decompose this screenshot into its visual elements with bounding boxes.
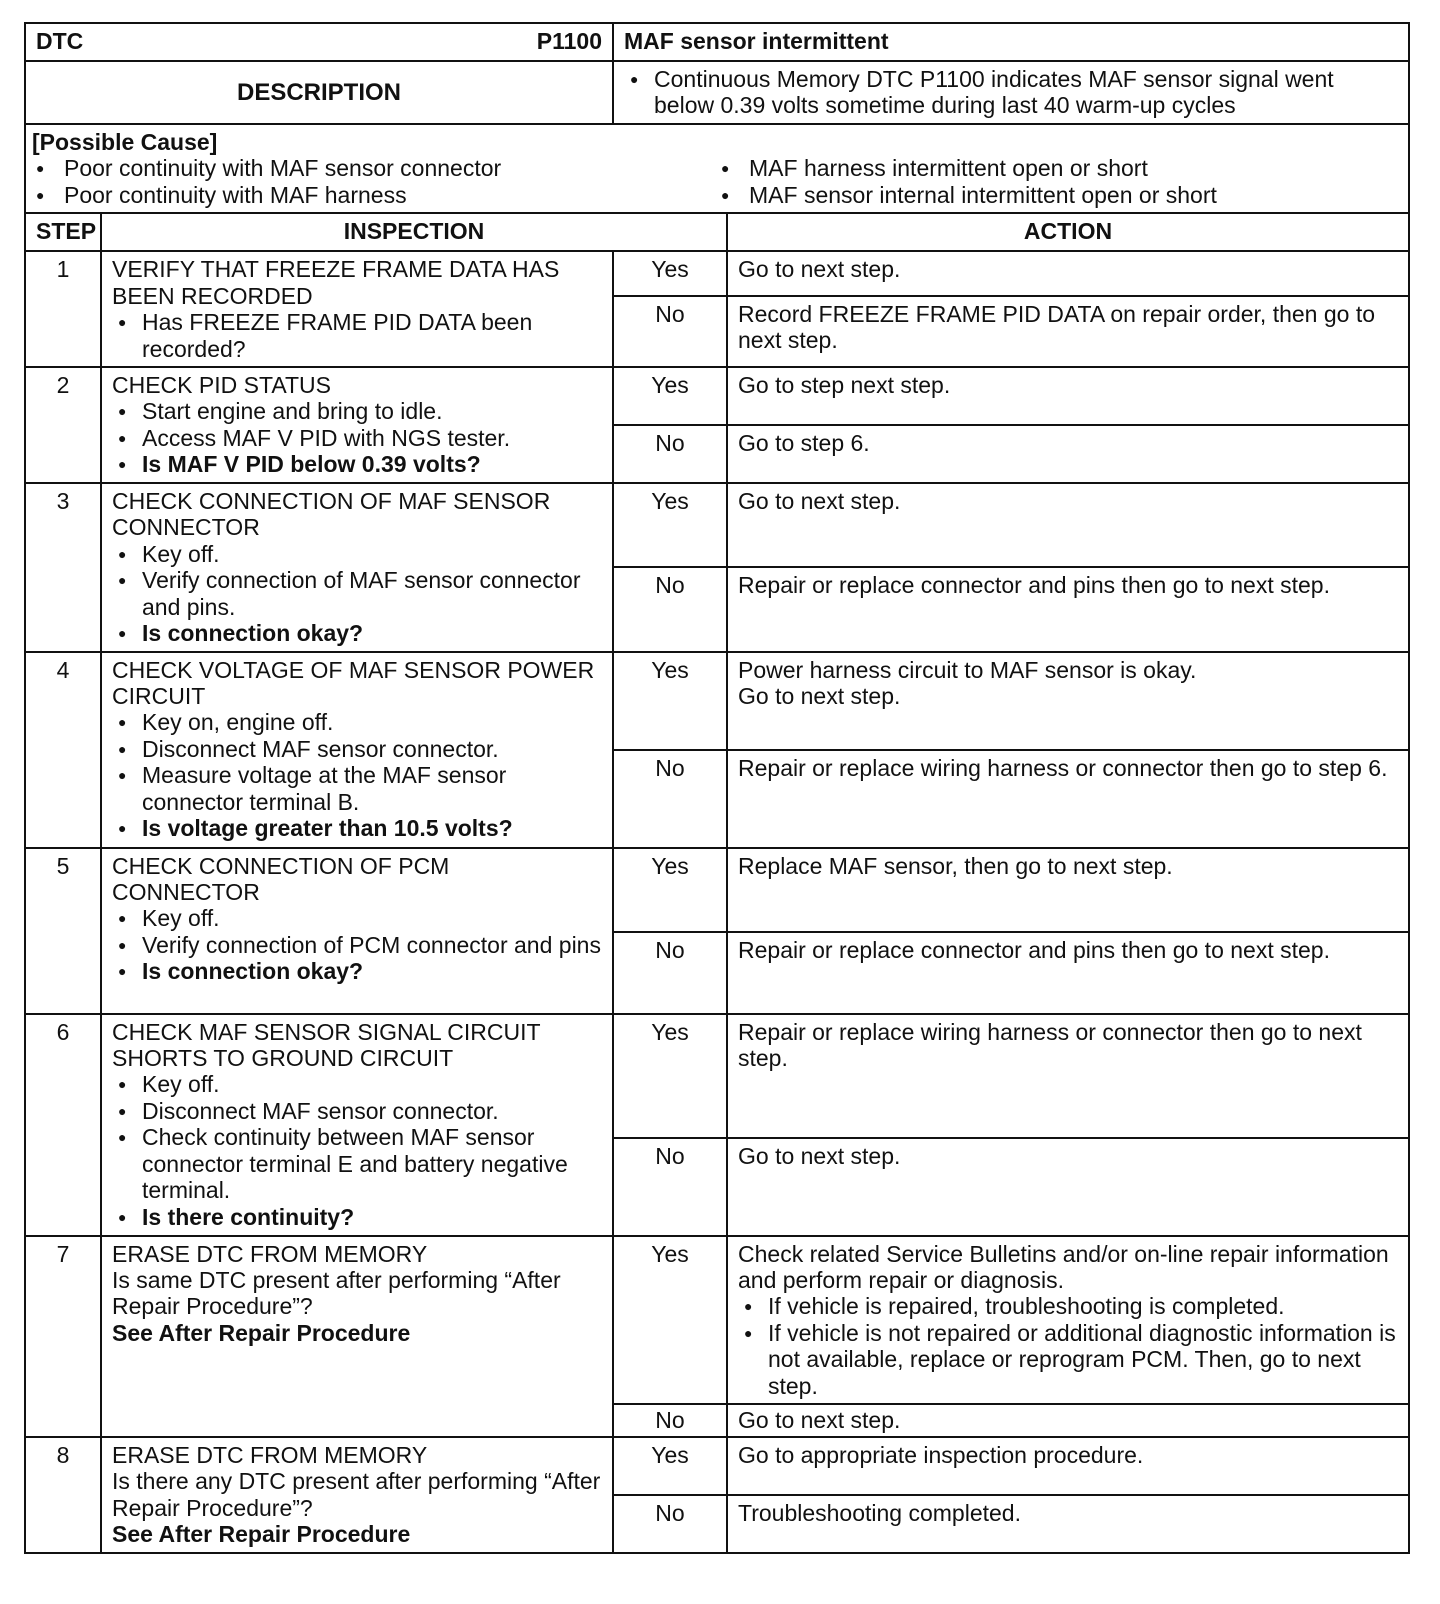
- step-number: 3: [25, 483, 101, 652]
- yes-action: [727, 1236, 1409, 1405]
- no-action: Repair or replace connector and pins then go to next step.: [727, 567, 1409, 651]
- step-row: [25, 367, 1409, 425]
- no-label: No: [613, 567, 727, 651]
- dtc-title: MAF sensor intermittent: [613, 23, 1409, 61]
- no-label: No: [613, 932, 727, 1014]
- inspection-bullet: ● Disconnect MAF sensor connector.: [112, 1098, 602, 1124]
- inspection-title: CHECK CONNECTION OF MAF SENSOR CONNECTOR: [112, 487, 551, 541]
- inspection-bullet: ● Key on, engine off.: [112, 709, 602, 735]
- inspection-title: VERIFY THAT FREEZE FRAME DATA HAS BEEN RECORDED: [112, 256, 560, 309]
- inspection-bullet: ● Key off.: [112, 1071, 602, 1097]
- dtc-sheet: [24, 22, 1408, 1554]
- yes-action: Go to appropriate inspection procedure.: [727, 1437, 1409, 1495]
- inspection-bullet: ● Measure voltage at the MAF sensor connector terminal B.: [112, 762, 602, 815]
- inspection-bullet: ● Access MAF V PID with NGS tester.: [112, 425, 602, 451]
- inspection-bullet: ● Verify connection of PCM connector and pins: [112, 932, 602, 958]
- step-number: 4: [25, 652, 101, 848]
- no-action: Go to next step.: [727, 1138, 1409, 1236]
- inspection-cell: [101, 652, 613, 848]
- yes-action: Replace MAF sensor, then go to next step.: [727, 848, 1409, 932]
- yes-action: Go to next step.: [727, 251, 1409, 296]
- inspection-bullet: ● Key off.: [112, 905, 602, 931]
- step-row: [25, 251, 1409, 296]
- yes-label: Yes: [613, 483, 727, 567]
- step-row: [25, 1437, 1409, 1495]
- step-number: 1: [25, 251, 101, 367]
- yes-action-text: Check related Service Bulletins and/or on-line repair information and perform repair or diagnosis.: [738, 1240, 1389, 1293]
- inspection-question: ● Is connection okay?: [112, 958, 602, 984]
- column-action: ACTION: [727, 213, 1409, 251]
- no-action: Troubleshooting completed.: [727, 1495, 1409, 1553]
- inspection-title: CHECK PID STATUS: [112, 371, 331, 398]
- description-text: ● Continuous Memory DTC P1100 indicates MAF sensor signal went below 0.39 volts sometime during last 40 warm-up cycles: [624, 66, 1398, 119]
- inspection-bullet: ● Check continuity between MAF sensor connector terminal E and battery negative terminal.: [112, 1124, 602, 1203]
- no-label: No: [613, 750, 727, 848]
- inspection-text: Is same DTC present after performing “After Repair Procedure”?: [112, 1267, 561, 1320]
- no-label: No: [613, 1495, 727, 1553]
- yes-label: Yes: [613, 652, 727, 750]
- possible-cause-row: [25, 124, 1409, 213]
- yes-action: Repair or replace wiring harness or connector then go to next step.: [727, 1014, 1409, 1138]
- inspection-bullet: ● Disconnect MAF sensor connector.: [112, 736, 602, 762]
- inspection-title: ERASE DTC FROM MEMORY: [112, 1441, 428, 1468]
- yes-label: Yes: [613, 1014, 727, 1138]
- no-label: No: [613, 296, 727, 367]
- step-row: [25, 1236, 1409, 1405]
- action-bullet: ● If vehicle is repaired, troubleshooting is completed.: [738, 1293, 1398, 1319]
- cause-item: ● MAF harness intermittent open or short: [717, 155, 1402, 181]
- dtc-label: DTC: [36, 28, 84, 54]
- yes-action: Go to next step.: [727, 483, 1409, 567]
- inspection-title: CHECK VOLTAGE OF MAF SENSOR POWER CIRCUIT: [112, 656, 595, 709]
- yes-action-line: Power harness circuit to MAF sensor is okay.: [738, 656, 1197, 683]
- step-number: 6: [25, 1014, 101, 1236]
- inspection-question: ● Is there continuity?: [112, 1204, 602, 1230]
- inspection-bullet: ● Verify connection of MAF sensor connector and pins.: [112, 567, 602, 620]
- no-label: No: [613, 1138, 727, 1236]
- step-number: 5: [25, 848, 101, 1014]
- inspection-cell: [101, 1437, 613, 1553]
- inspection-cell: [101, 1236, 613, 1437]
- cause-item: ● Poor continuity with MAF harness: [32, 182, 717, 208]
- see-reference: See After Repair Procedure: [112, 1520, 411, 1547]
- step-row: [25, 652, 1409, 750]
- yes-label: Yes: [613, 251, 727, 296]
- no-label: No: [613, 425, 727, 483]
- description-label: DESCRIPTION: [25, 61, 613, 124]
- inspection-title: CHECK CONNECTION OF PCM CONNECTOR: [112, 852, 450, 905]
- no-action: Repair or replace connector and pins then go to next step.: [727, 932, 1409, 1014]
- inspection-cell: [101, 848, 613, 1014]
- dtc-code-cell: [25, 23, 613, 61]
- possible-cause-cell: [25, 124, 1409, 213]
- no-action: Go to next step.: [727, 1404, 1409, 1436]
- inspection-question: ● Is voltage greater than 10.5 volts?: [112, 815, 602, 841]
- description-cell: [613, 61, 1409, 124]
- step-number: 8: [25, 1437, 101, 1553]
- inspection-title: ERASE DTC FROM MEMORY: [112, 1240, 428, 1267]
- inspection-cell: [101, 367, 613, 483]
- yes-action-line: Go to next step.: [738, 683, 901, 709]
- no-action: Record FREEZE FRAME PID DATA on repair order, then go to next step.: [727, 296, 1409, 367]
- possible-cause-label: [Possible Cause]: [32, 128, 218, 155]
- cause-item: ● MAF sensor internal intermittent open or short: [717, 182, 1402, 208]
- yes-action: Go to step next step.: [727, 367, 1409, 425]
- no-label: No: [613, 1404, 727, 1436]
- inspection-cell: [101, 1014, 613, 1236]
- no-action: Repair or replace wiring harness or connector then go to step 6.: [727, 750, 1409, 848]
- column-inspection: INSPECTION: [101, 213, 727, 251]
- inspection-bullet: ● Has FREEZE FRAME PID DATA been recorded?: [112, 309, 602, 362]
- yes-label: Yes: [613, 367, 727, 425]
- dtc-table: [24, 22, 1410, 1554]
- step-row: [25, 1014, 1409, 1138]
- column-step: STEP: [25, 213, 101, 251]
- action-bullet: ● If vehicle is not repaired or additional diagnostic information is not available, replace or reprogram PCM. Then, go to next step.: [738, 1320, 1398, 1399]
- step-row: [25, 848, 1409, 932]
- inspection-question: ● Is MAF V PID below 0.39 volts?: [112, 451, 602, 477]
- inspection-question: ● Is connection okay?: [112, 620, 602, 646]
- inspection-bullet: ● Start engine and bring to idle.: [112, 398, 602, 424]
- step-number: 7: [25, 1236, 101, 1437]
- inspection-text: Is there any DTC present after performing “After Repair Procedure”?: [112, 1468, 601, 1521]
- cause-item: ● Poor continuity with MAF sensor connector: [32, 155, 717, 181]
- step-row: [25, 483, 1409, 567]
- step-number: 2: [25, 367, 101, 483]
- no-action: Go to step 6.: [727, 425, 1409, 483]
- yes-label: Yes: [613, 848, 727, 932]
- yes-action: [727, 652, 1409, 750]
- inspection-cell: [101, 483, 613, 652]
- see-reference: See After Repair Procedure: [112, 1319, 411, 1346]
- yes-label: Yes: [613, 1437, 727, 1495]
- description-row: [25, 61, 1409, 124]
- inspection-cell: [101, 251, 613, 367]
- title-row: [25, 23, 1409, 61]
- inspection-title: CHECK MAF SENSOR SIGNAL CIRCUIT SHORTS TO GROUND CIRCUIT: [112, 1018, 541, 1071]
- inspection-bullet: ● Key off.: [112, 541, 602, 567]
- column-header-row: [25, 213, 1409, 251]
- yes-label: Yes: [613, 1236, 727, 1405]
- dtc-code: P1100: [536, 28, 602, 54]
